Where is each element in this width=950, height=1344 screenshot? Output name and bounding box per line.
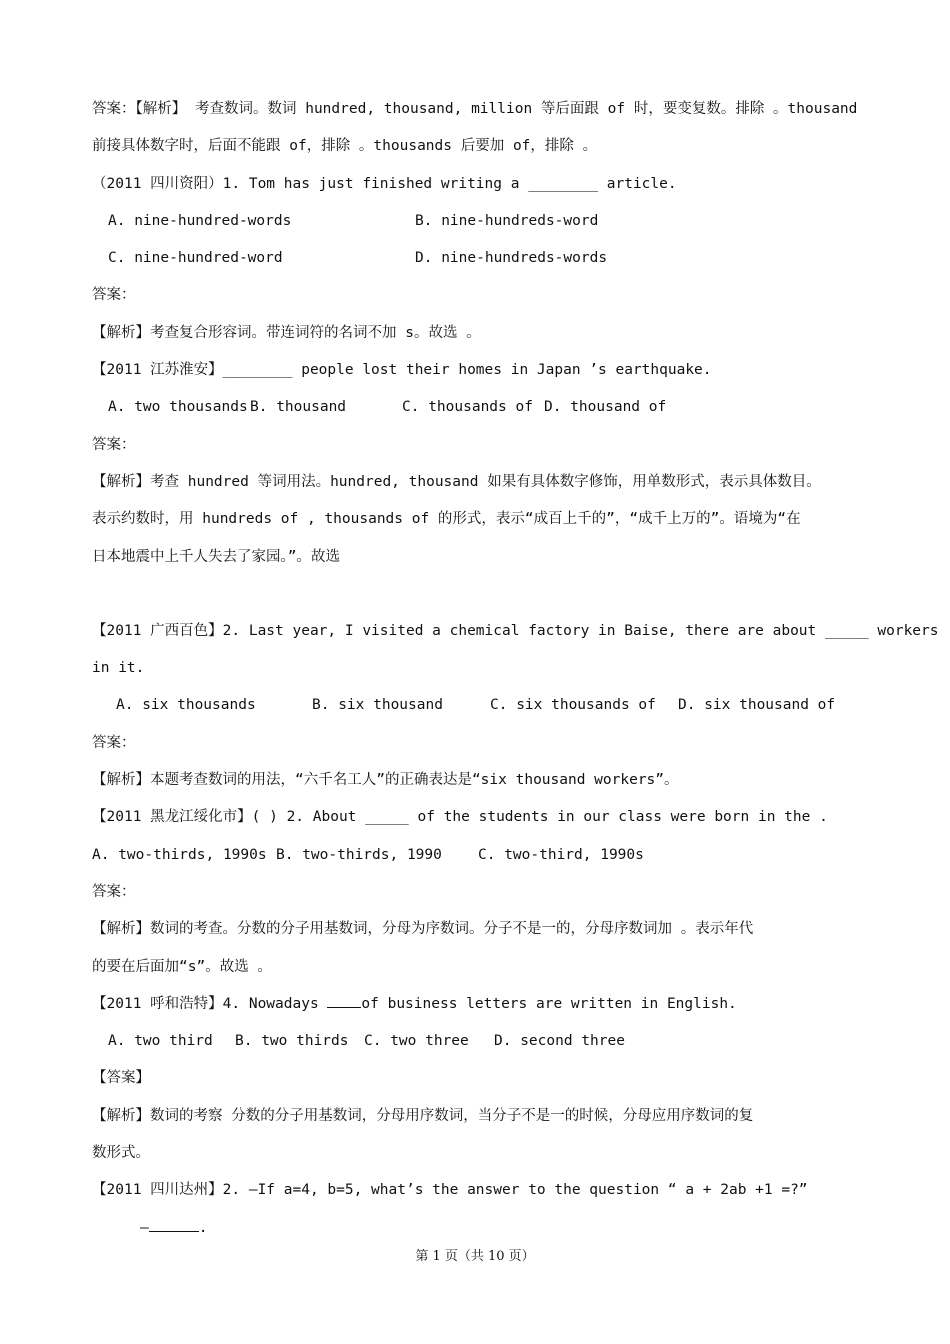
question-suihua: 【2011 黑龙江绥化市】( ) 2. About _____ of the students in our class were born in the . xyxy=(92,809,828,826)
options-row xyxy=(92,240,872,277)
option-c: C. six thousands of xyxy=(490,697,656,714)
option-d: D. thousand of xyxy=(544,399,667,416)
option-c: C. nine-hundred-word xyxy=(108,250,283,267)
explanation: 【解析】本题考查数词的用法，“六千名工人”的正确表达是“six thousand workers”。 xyxy=(92,772,679,789)
question-dazhou: 【2011 四川达州】2. —If a=4, b=5, what’s the answer to the question “ a + 2ab +1 =?” xyxy=(92,1182,808,1199)
question-ziyang: （2011 四川资阳）1. Tom has just finished writing a ________ article. xyxy=(92,175,677,192)
explanation-line-1: 【解析】数词的考察 分数的分子用基数词，分母用序数词，当分子不是一的时候，分母应用序数词的复 xyxy=(92,1107,754,1124)
explanation-line-1 xyxy=(92,911,872,948)
answer-line xyxy=(92,1210,872,1247)
document-body xyxy=(92,91,939,1247)
option-d: D. six thousand of xyxy=(678,697,836,714)
option-c: C. thousands of xyxy=(402,399,533,416)
period: . xyxy=(198,1219,208,1236)
answer-explanation-line-1: 答案：【解析】 考查数词。数词 hundred, thousand, million 等后面跟 of 时，要变复数。排除 。thousand xyxy=(92,101,858,117)
answer-label: 答案： xyxy=(92,436,136,453)
option-b: B. six thousand xyxy=(312,697,443,714)
page-footer: 第 1 页（共 10 页） xyxy=(415,1249,535,1264)
option-b: B. two-thirds, 1990 xyxy=(276,846,442,863)
options-row xyxy=(92,837,872,874)
explanation-line-2: 表示约数时，用 hundreds of , thousands of 的形式，表示“成百上千的”，“成千上万的”。语境为“在 xyxy=(92,511,801,528)
question-prefix: 【2011 呼和浩特】4. Nowadays xyxy=(92,995,328,1012)
question-huhehaote xyxy=(92,986,872,1023)
answer-label: 答案： xyxy=(92,734,136,751)
question-baise-line-1: 【2011 广西百色】2. Last year, I visited a chemical factory in Baise, there are about _____ workers xyxy=(92,622,939,639)
question-huaian: 【2011 江苏淮安】________ people lost their homes in Japan ’s earthquake. xyxy=(92,362,712,379)
question-baise-line-2: in it. xyxy=(92,660,145,677)
options-row xyxy=(92,687,872,724)
options-row xyxy=(92,203,872,240)
option-a: A. six thousands xyxy=(116,697,256,714)
question-suffix: of business letters are written in English. xyxy=(361,995,737,1012)
options-row xyxy=(92,389,872,426)
explanation-text: 【解析】数词的考查。分数的分子用基数词，分母为序数词。分子不是一的，分母序数词加 。表示年代 xyxy=(92,921,754,938)
answer-label: 答案： xyxy=(92,883,136,900)
answer-label: 答案： xyxy=(92,287,136,304)
explanation-line-2: 的要在后面加“s”。故选 。 xyxy=(92,958,272,975)
explanation-line-3: 日本地震中上千人失去了家园。”。故选 xyxy=(92,548,340,565)
explanation: 【解析】考查复合形容词。带连词符的名词不加 s。故选 。 xyxy=(92,324,481,341)
dash: — xyxy=(140,1219,149,1236)
option-a: A. two third xyxy=(108,1033,213,1050)
option-b: B. two thirds xyxy=(235,1033,349,1050)
option-a: A. two thousands xyxy=(108,399,248,416)
option-c: C. two three xyxy=(364,1033,469,1050)
option-b: B. nine-hundreds-word xyxy=(415,212,599,229)
options-row xyxy=(92,1023,872,1060)
explanation-line-1: 【解析】考查 hundred 等词用法。hundred, thousand 如果有具体数字修饰，用单数形式，表示具体数目。 xyxy=(92,473,821,490)
option-a: A. nine-hundred-words xyxy=(108,212,292,229)
answer-blank xyxy=(149,1216,199,1232)
answer-blank xyxy=(327,992,361,1008)
explanation-line-2: 数形式。 xyxy=(92,1145,150,1162)
option-c: C. two-third, 1990s xyxy=(478,846,644,863)
spacer xyxy=(92,576,872,613)
option-d: D. nine-hundreds-words xyxy=(415,250,608,267)
option-d: D. second three xyxy=(494,1033,625,1050)
answer-explanation-line-2: 前接具体数字时，后面不能跟 of，排除 。thousands 后要加 of，排除 。 xyxy=(92,138,598,155)
option-b: B. thousand xyxy=(250,399,347,416)
option-a: A. two-thirds, 1990s xyxy=(92,846,267,863)
answer-label: 【答案】 xyxy=(92,1070,150,1087)
